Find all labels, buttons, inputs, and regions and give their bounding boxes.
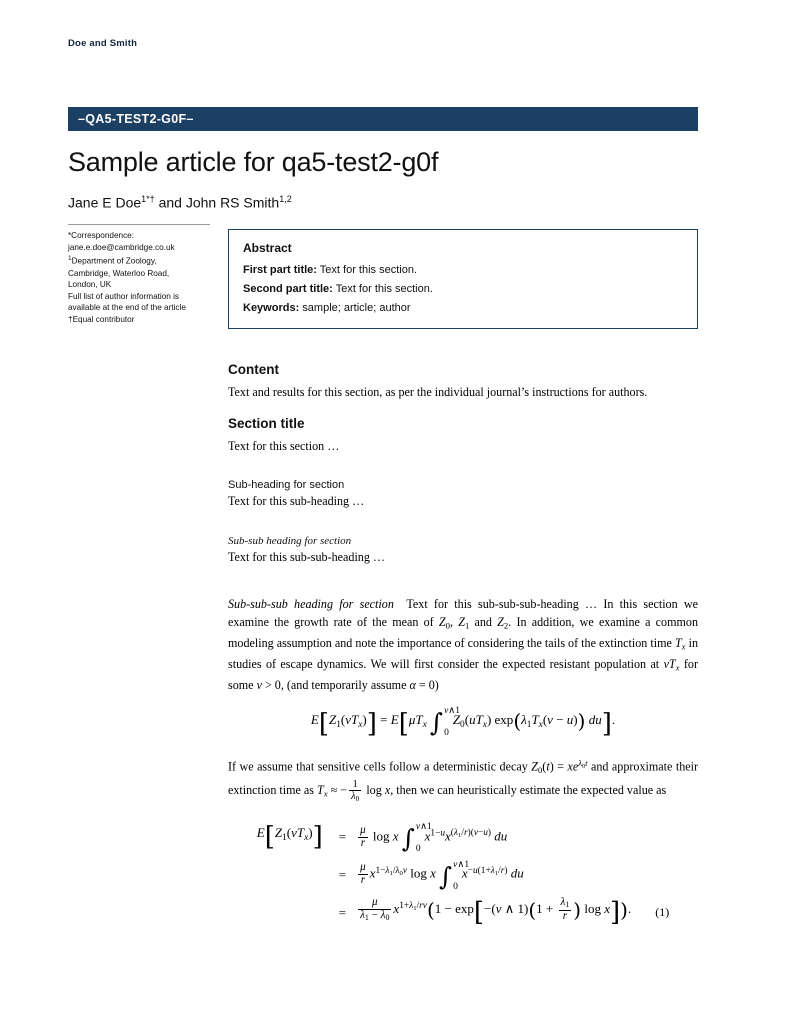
abstract-keywords [243,302,683,314]
abstract-box [228,229,698,329]
abstract-keywords-text: sample; article; author [299,302,411,314]
heading-subsubsub: Sub-sub-sub heading for section [228,597,394,612]
equation-align-block [255,817,671,932]
abstract-heading: Abstract [243,241,292,255]
equal-contributor-marker: † [68,314,73,324]
equation-align-rhs-1: $\frac{\mu}{r}$ log x ∫ v∧1 0 $x^{1-u}x^{(\lambda_1/r)(v-u)}$ du [360,822,508,855]
abstract-line-1 [243,264,683,276]
paragraph-after-equation: If we assume that sensitive cells follow a deterministic decay $Z_0(t) = xe^{\lambda_0t}$ and approximate their extinction time as $T_x$ ≈ − $\frac{1}{\lambda_0}$ log x, then we can heuristically estimate the expected value as [228,757,698,804]
affiliation-line-2: Cambridge, Waterloo Road, [68,268,170,278]
heading-sub: Sub-heading for section [228,479,345,492]
author-two-marks: 1,2 [279,194,292,204]
equation-relation-3: = [338,904,347,920]
abstract-line-1-text: Text for this section. [316,264,418,276]
equation-align-row-2 [255,857,671,892]
correspondence-label: *Correspondence: [68,231,134,240]
affiliation-line-1 [68,253,210,267]
abstract-line-1-label: First part title: [243,264,317,276]
paragraph-content: Text and results for this section, as per the individual journal’s instructions for authors. [228,385,648,399]
equation-number: (1) [655,905,670,919]
paragraph-sub: Text for this sub-heading … [228,494,365,509]
equation-align-lhs: $E[Z_1(vT_x)]$ [256,822,323,853]
header-bar-label: –QA5-TEST2-G0F– [78,112,194,126]
equal-contributor-note [68,314,210,326]
header-bar [68,107,698,131]
author-list [68,194,708,211]
equation-relation-2: = [338,866,347,882]
equal-contributor-text: Equal contributor [72,314,135,324]
author-conjunction: and John RS Smith [154,194,280,211]
equation-relation-1: = [338,829,347,845]
correspondence-email[interactable]: jane.e.doe@cambridge.co.uk [68,242,175,252]
equation-align-rhs-2: $\frac{\mu}{r}$ $x^{1-\lambda_1/\lambda_0v}$ log x ∫ v∧1 0 $x^{-u(1+\lambda_1/r)}$ du [360,859,524,892]
paragraph-section-title: Text for this section … [228,438,340,453]
heading-content: Content [228,362,279,377]
abstract-line-2 [243,283,683,295]
equation-align-row-1 [255,817,671,857]
abstract-line-2-label: Second part title: [243,283,333,295]
author-one: Jane E Doe [68,194,142,211]
body-column [228,362,698,933]
abstract-keywords-label: Keywords: [243,302,300,314]
heading-section-title: Section title [228,415,305,431]
equation-align-rhs-3: $\frac{\mu}{\lambda_1 - \lambda_0}$ $x^{1+\lambda_1/rv}(1 - \exp[-(v$ ∧ 1)(1 + $\frac{\lambda_1}{r}$ ) log x]). [360,896,632,928]
affiliation-line-3: London, UK [68,280,112,290]
affiliation-marker: 1 [68,255,72,263]
abstract-line-2-text: Text for this section. [332,283,433,295]
margin-rule [68,224,210,225]
full-list-line-1: Full list of author information is [68,291,180,301]
author-one-marks: 1*† [141,194,155,204]
heading-subsub: Sub-sub heading for section [228,534,352,547]
equation-align-row-3 [255,892,671,933]
equation-display-1: $E[Z_1(vT_x)] = E[\mu T_x$ ∫ v∧1 0 $Z_0(uT_x) \exp(\lambda_1T_x(v - u))$ du]. [310,705,616,739]
full-list-line-2: available at the end of the article [68,303,186,313]
margin-notes [68,224,210,325]
paragraph-subsubsub: Sub-sub-sub heading for section Text for this sub-sub-sub-heading … In this section we examine the growth rate of the mean of $Z_0$, $Z_1$ and $Z_2$. In addition, we examine a common modeling assumption and note the importance of considering the tails of the extinction time $T_x$ in studies of escape dynamics. We will first consider the expected resistant population at $vT_x$ for some v > 0, (and temporarily assume α = 0) [228,597,699,693]
running-head: Doe and Smith [68,38,138,49]
paragraph-subsub: Text for this sub-sub-heading … [228,549,386,564]
page-title: Sample article for qa5-test2-g0f [68,147,439,177]
affiliation-dept: Department of Zoology, [71,256,157,266]
